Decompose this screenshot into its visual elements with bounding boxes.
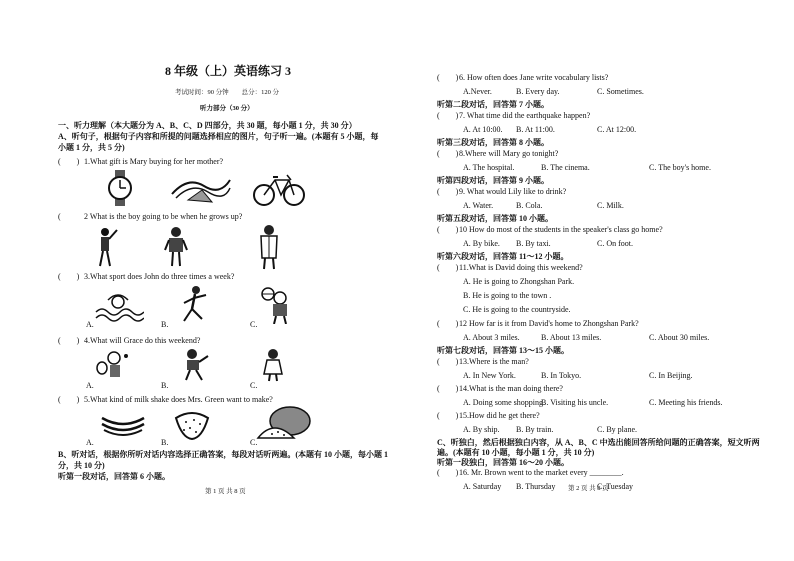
section-header: 遍。(本题有 10 小题，每小题 1 分，共 10 分) bbox=[437, 448, 595, 457]
exam-title: 8 年级（上）英语练习 3 bbox=[165, 64, 292, 78]
question-text: 11.What is David doing this weekend? bbox=[459, 263, 583, 272]
answer-option: B. In Tokyo. bbox=[541, 371, 582, 380]
dancing-picture bbox=[180, 348, 210, 382]
answer-option: A. Doing some shopping. bbox=[463, 398, 545, 407]
girl-picture bbox=[262, 348, 284, 382]
q1-text: 1.What gift is Mary buying for her mother? bbox=[84, 157, 224, 166]
answer-option: B. By taxi. bbox=[516, 239, 551, 248]
answer-option: C. In Beijing. bbox=[649, 371, 693, 380]
q4-text: 4.What will Grace do this weekend? bbox=[84, 336, 201, 345]
running-picture bbox=[180, 285, 210, 325]
section-header: 听第一段独白，回答第 16～20 小题。 bbox=[437, 458, 569, 467]
tennis-picture bbox=[96, 350, 132, 382]
answer-option: B. At 11:00. bbox=[516, 125, 555, 134]
answer-option: A. The hospital. bbox=[463, 163, 515, 172]
question-paren: ( ) bbox=[437, 149, 459, 158]
watermelon-picture bbox=[256, 406, 312, 440]
question-text: 10 How do most of the students in the speaker's class go home? bbox=[459, 225, 663, 234]
section-header: C、听独白，然后根据独白内容，从 A、B、C 中选出能回答所给问题的正确答案，短文听两 bbox=[437, 438, 760, 447]
bicycle-picture bbox=[253, 172, 305, 206]
boy-picture bbox=[164, 226, 188, 268]
page-footer-right: 第 2 页 共 8 页 bbox=[568, 485, 609, 492]
q3-option-c: C. bbox=[250, 320, 258, 329]
answer-option: C. Sometimes. bbox=[597, 87, 644, 96]
answer-option: A. Water. bbox=[463, 201, 494, 210]
answer-option: A. About 3 miles. bbox=[463, 333, 520, 342]
listening-header: 听力部分（30 分） bbox=[200, 105, 254, 112]
baseball-player-picture bbox=[96, 226, 118, 268]
question-text: 15.How did he get there? bbox=[459, 411, 540, 420]
section-header: 听第七段对话，回答第 13～15 小题。 bbox=[437, 346, 569, 355]
section-header: 听第四段对话，回答第 9 小题。 bbox=[437, 176, 549, 185]
sectionA-instruction: A、听句子，根据句子内容和所提的问题选择相应的图片，句子听一遍。(本题有 5 小题，每 bbox=[58, 132, 379, 141]
answer-option: B. He is going to the town . bbox=[463, 291, 552, 300]
answer-option: A. In New York. bbox=[463, 371, 516, 380]
section-header: 听第三段对话，回答第 8 小题。 bbox=[437, 138, 549, 147]
question-paren: ( ) bbox=[437, 225, 459, 234]
q5-text: 5.What kind of milk shake does Mrs. Green want to make? bbox=[84, 395, 273, 404]
question-text: 14.What is the man doing there? bbox=[459, 384, 563, 393]
exam-info: 考试时间：90 分钟 总分：120 分 bbox=[175, 89, 279, 96]
answer-option: A. By ship. bbox=[463, 425, 500, 434]
strawberry-picture bbox=[172, 410, 212, 440]
basketball-picture bbox=[258, 286, 294, 324]
q4-option-c: C. bbox=[250, 381, 258, 390]
answer-option: C. Meeting his friends. bbox=[649, 398, 723, 407]
answer-option: A. At 10:00. bbox=[463, 125, 503, 134]
q4-paren: ( ) bbox=[58, 336, 80, 345]
answer-option: C. He is going to the countryside. bbox=[463, 305, 571, 314]
banana-picture bbox=[98, 412, 148, 438]
section-header: 听第五段对话，回答第 10 小题。 bbox=[437, 214, 553, 223]
q4-option-b: B. bbox=[161, 381, 169, 390]
question-paren: ( ) bbox=[437, 111, 459, 120]
page-footer-left: 第 1 页 共 8 页 bbox=[205, 488, 246, 495]
q2-paren: ( bbox=[58, 212, 61, 221]
question-paren: ( ) bbox=[437, 73, 459, 82]
answer-option: C. By plane. bbox=[597, 425, 637, 434]
answer-option: A.Never. bbox=[463, 87, 492, 96]
answer-option: B. Thursday bbox=[516, 482, 556, 491]
scarf-picture bbox=[168, 172, 232, 204]
answer-option: A. Saturday bbox=[463, 482, 502, 491]
sectionB-instruction: B、听对话，根据你所听对话内容选择正确答案，每段对话听两遍。(本题有 10 小题，每小题 1 bbox=[58, 450, 388, 459]
answer-option: B. Every day. bbox=[516, 87, 560, 96]
q3-text: 3.What sport does John do three times a week? bbox=[84, 272, 235, 281]
sectionB-instruction-cont: 分，共 10 分) bbox=[58, 461, 105, 470]
answer-option: B. About 13 miles. bbox=[541, 333, 602, 342]
answer-option: C. The boy's home. bbox=[649, 163, 711, 172]
answer-option: C. About 30 miles. bbox=[649, 333, 710, 342]
q3-paren: ( ) bbox=[58, 272, 80, 281]
question-paren: ( ) bbox=[437, 187, 459, 196]
q5-option-b: B. bbox=[161, 438, 169, 447]
q2-text: 2 What is the boy going to be when he grows up? bbox=[84, 212, 243, 221]
question-text: 9. What would Lily like to drink? bbox=[459, 187, 567, 196]
answer-option: B. Cola. bbox=[516, 201, 543, 210]
answer-option: C. At 12:00. bbox=[597, 125, 637, 134]
question-text: 12 How far is it from David's home to Zhongshan Park? bbox=[459, 319, 639, 328]
q4-option-a: A. bbox=[86, 381, 94, 390]
answer-option: B. By train. bbox=[516, 425, 554, 434]
section1-instruction: 一、听力理解（本大题分为 A、B、C、D 四部分，共 30 题，每小题 1 分，共 30 分） bbox=[58, 121, 357, 130]
answer-option: C. Tuesday bbox=[597, 482, 634, 491]
answer-option: A. He is going to Zhongshan Park. bbox=[463, 277, 575, 286]
answer-option: A. By bike. bbox=[463, 239, 500, 248]
question-paren: ( ) bbox=[437, 263, 459, 272]
answer-option: C. Milk. bbox=[597, 201, 624, 210]
q5-paren: ( ) bbox=[58, 395, 80, 404]
watch-picture bbox=[100, 170, 140, 206]
q3-option-a: A. bbox=[86, 320, 94, 329]
question-paren: ( ) bbox=[437, 411, 459, 420]
question-text: 16. Mr. Brown went to the market every ________. bbox=[459, 468, 624, 477]
q5-option-c: C. bbox=[250, 438, 258, 447]
question-text: 7. What time did the earthquake happen? bbox=[459, 111, 591, 120]
section-header: 听第二段对话，回答第 7 小题。 bbox=[437, 100, 549, 109]
question-paren: ( ) bbox=[437, 319, 459, 328]
q1-paren: ( ) bbox=[58, 157, 80, 166]
q3-option-b: B. bbox=[161, 320, 169, 329]
swimming-picture bbox=[94, 290, 144, 322]
doctor-picture bbox=[258, 224, 280, 270]
question-paren: ( ) bbox=[437, 357, 459, 366]
answer-option: B. Visiting his uncle. bbox=[541, 398, 609, 407]
right-page bbox=[397, 0, 794, 561]
sectionA-instruction-cont: 小题 1 分，共 5 分) bbox=[58, 143, 125, 152]
question-paren: ( ) bbox=[437, 468, 459, 477]
q5-option-a: A. bbox=[86, 438, 94, 447]
question-text: 6. How often does Jane write vocabulary lists? bbox=[459, 73, 609, 82]
question-text: 8.Where will Mary go tonight? bbox=[459, 149, 559, 158]
answer-option: B. The cinema. bbox=[541, 163, 590, 172]
answer-option: C. On foot. bbox=[597, 239, 633, 248]
dialogue1-header: 听第一段对话，回答第 6 小题。 bbox=[58, 472, 170, 481]
question-paren: ( ) bbox=[437, 384, 459, 393]
section-header: 听第六段对话，回答第 11～12 小题。 bbox=[437, 252, 569, 261]
question-text: 13.Where is the man? bbox=[459, 357, 529, 366]
